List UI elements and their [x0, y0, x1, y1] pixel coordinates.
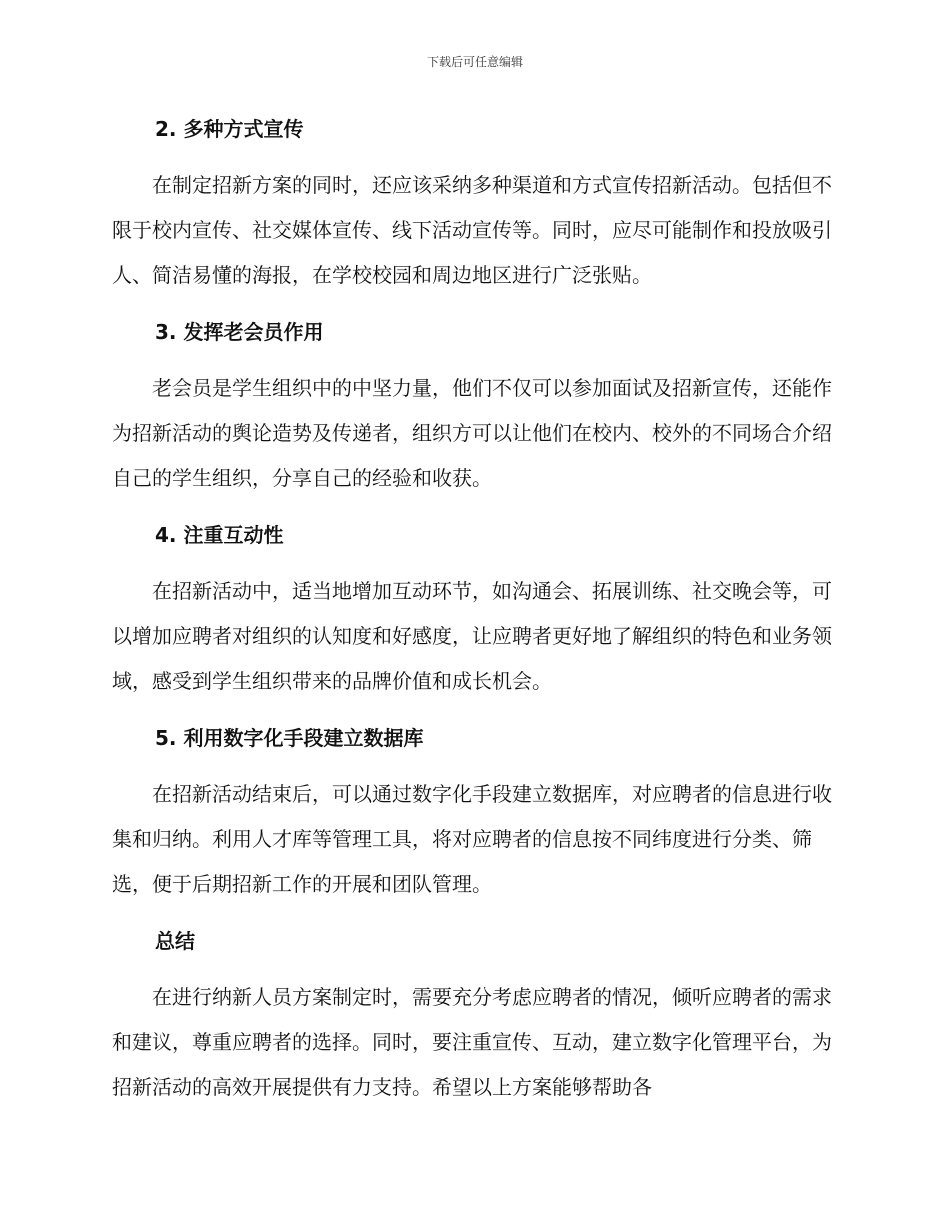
section-paragraph-database: 在招新活动结束后，可以通过数字化手段建立数据库，对应聘者的信息进行收集和归纳。利用人才库等管理工具，将对应聘者的信息按不同纬度进行分类、筛选，便于后期招新工作的开展和团队管理。	[112, 782, 832, 896]
section-paragraph-summary: 在进行纳新人员方案制定时，需要充分考虑应聘者的情况，倾听应聘者的需求和建议，尊重应聘者的选择。同时，要注重宣传、互动，建立数字化管理平台，为招新活动的高效开展提供有力支持。希望以上方案能够帮助各	[112, 985, 832, 1099]
page-header: 下载后可任意编辑	[426, 55, 523, 69]
document-body	[112, 111, 832, 1126]
section-heading-promotion: 2. 多种方式宣传	[155, 117, 304, 141]
section-paragraph-promotion: 在制定招新方案的同时，还应该采纳多种渠道和方式宣传招新活动。包括但不限于校内宣传、社交媒体宣传、线下活动宣传等。同时，应尽可能制作和投放吸引人、简洁易懂的海报，在学校校园和周边地区进行广泛张贴。	[112, 173, 832, 287]
section-heading-senior-members: 3. 发挥老会员作用	[155, 320, 324, 344]
section-heading-summary: 总结	[155, 929, 195, 953]
section-heading-database: 5. 利用数字化手段建立数据库	[155, 726, 424, 750]
section-paragraph-interaction: 在招新活动中，适当地增加互动环节，如沟通会、拓展训练、社交晚会等，可以增加应聘者对组织的认知度和好感度，让应聘者更好地了解组织的特色和业务领域，感受到学生组织带来的品牌价值和成长机会。	[112, 579, 832, 693]
section-heading-interaction: 4. 注重互动性	[155, 523, 284, 547]
section-paragraph-senior-members: 老会员是学生组织中的中坚力量，他们不仅可以参加面试及招新宣传，还能作为招新活动的舆论造势及传递者，组织方可以让他们在校内、校外的不同场合介绍自己的学生组织，分享自己的经验和收获。	[112, 376, 832, 490]
